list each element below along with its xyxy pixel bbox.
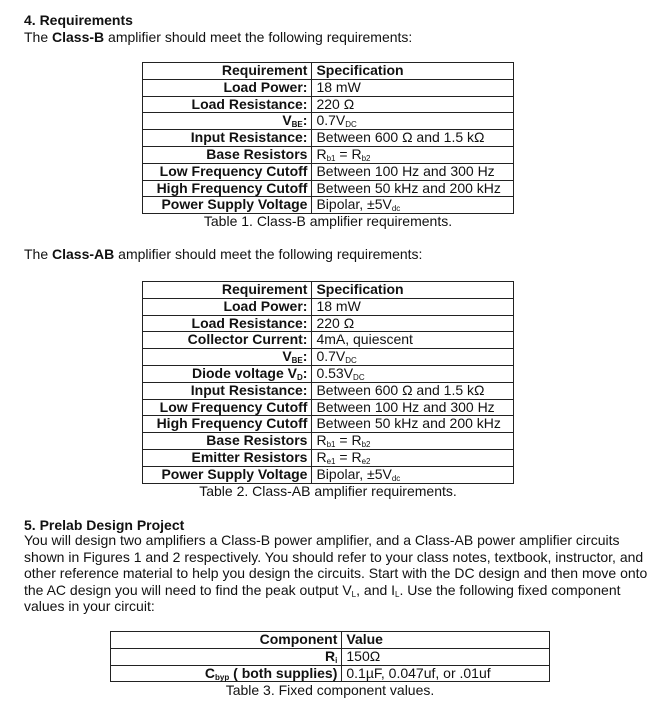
table-header-row	[143, 63, 514, 80]
intro-text: The	[24, 246, 53, 262]
header-value: Value	[342, 632, 550, 649]
component-ri: $R_i$	[111, 648, 342, 665]
req-high-frequency: High Frequency Cutoff	[143, 416, 312, 433]
spec-base-resistors: $R_{b1} = R_{b2}$	[312, 146, 514, 163]
table-row	[143, 197, 514, 214]
table-row	[143, 433, 514, 450]
spec-emitter-resistors: $R_{e1} = R_{e2}$	[312, 449, 514, 466]
req-load-power: Load Power:	[143, 298, 312, 315]
table-row	[143, 349, 514, 366]
spec-base-resistors: $R_{b1} = R_{b2}$	[312, 433, 514, 450]
table-3-caption: Table 3. Fixed component values.	[225, 682, 435, 698]
table-row	[143, 79, 514, 96]
class-b-requirements-table	[142, 62, 514, 214]
req-collector-current: Collector Current:	[143, 332, 312, 349]
req-power-supply: Power Supply Voltage	[143, 197, 312, 214]
header-requirement: Requirement	[143, 282, 312, 299]
header-component: Component	[111, 632, 342, 649]
table-row	[143, 180, 514, 197]
spec-high-frequency: Between 50 kHz and 200 kHz	[312, 416, 514, 433]
spec-input-resistance: Between 600 Ω and 1.5 kΩ	[312, 382, 514, 399]
spec-vbe: $0.7V_{DC}$	[312, 113, 514, 130]
component-cbyp: $C_{byp}$ ( both supplies)	[111, 665, 342, 682]
class-b-intro	[24, 29, 412, 45]
prelab-paragraph: You will design two amplifiers a Class-B power amplifier, and a Class-AB power amplifier circuits shown in Figures 1 and 2 respectively. You should refer to your class notes, textbook, instructor, and other reference material to help you design the circuits. Start with the DC design and then move onto the AC design you will need to find the peak output $V_L$, and $I_L$. Use the following fixed component values in your circuit:	[24, 532, 648, 614]
req-vbe: $V_{BE}$:	[143, 349, 312, 366]
table-row	[143, 163, 514, 180]
req-load-resistance: Load Resistance:	[143, 96, 312, 113]
req-low-frequency: Low Frequency Cutoff	[143, 399, 312, 416]
spec-high-frequency: Between 50 kHz and 200 kHz	[312, 180, 514, 197]
table-row	[143, 416, 514, 433]
spec-power-supply: Bipolar, $\pm 5V_{dc}$	[312, 466, 514, 483]
req-load-power: Load Power:	[143, 79, 312, 96]
table-2-caption: Table 2. Class-AB amplifier requirements.	[199, 483, 457, 499]
req-low-frequency: Low Frequency Cutoff	[143, 163, 312, 180]
spec-load-resistance: 220 Ω	[312, 96, 514, 113]
req-input-resistance: Input Resistance:	[143, 130, 312, 147]
value-ri: 150Ω	[342, 648, 550, 665]
req-base-resistors: Base Resistors	[143, 433, 312, 450]
spec-load-power: 18 mW	[312, 298, 514, 315]
table-row	[143, 130, 514, 147]
spec-power-supply: Bipolar, $\pm 5V_{dc}$	[312, 197, 514, 214]
table-row	[143, 365, 514, 382]
intro-text: amplifier should meet the following requirements:	[114, 246, 423, 262]
table-row	[143, 449, 514, 466]
spec-collector-current: 4mA, quiescent	[312, 332, 514, 349]
header-requirement: Requirement	[143, 63, 312, 80]
req-high-frequency: High Frequency Cutoff	[143, 180, 312, 197]
header-specification: Specification	[312, 282, 514, 299]
table-row	[143, 399, 514, 416]
section-5-title: 5. Prelab Design Project	[24, 517, 185, 533]
table-row	[143, 96, 514, 113]
spec-load-power: 18 mW	[312, 79, 514, 96]
table-row	[143, 382, 514, 399]
table-row	[143, 332, 514, 349]
table-row	[143, 298, 514, 315]
req-load-resistance: Load Resistance:	[143, 315, 312, 332]
req-power-supply: Power Supply Voltage	[143, 466, 312, 483]
req-base-resistors: Base Resistors	[143, 146, 312, 163]
spec-low-frequency: Between 100 Hz and 300 Hz	[312, 399, 514, 416]
table-row	[143, 315, 514, 332]
spec-low-frequency: Between 100 Hz and 300 Hz	[312, 163, 514, 180]
value-cbyp: 0.1µF, 0.047uf, or .01uf	[342, 665, 550, 682]
table-row	[111, 665, 550, 682]
intro-text: The	[24, 29, 53, 45]
spec-diode-voltage: $0.53V_{DC}$	[312, 365, 514, 382]
intro-text: amplifier should meet the following requirements:	[104, 29, 413, 45]
table-header-row	[111, 632, 550, 649]
class-ab-requirements-table	[142, 281, 514, 484]
table-row	[111, 648, 550, 665]
header-specification: Specification	[312, 63, 514, 80]
fixed-components-table	[110, 631, 550, 682]
req-emitter-resistors: Emitter Resistors	[143, 449, 312, 466]
table-1-caption: Table 1. Class-B amplifier requirements.	[203, 213, 453, 229]
spec-input-resistance: Between 600 Ω and 1.5 kΩ	[312, 130, 514, 147]
class-ab-label: Class-AB	[52, 246, 115, 262]
table-row	[143, 113, 514, 130]
req-vbe: $V_{BE}$:	[143, 113, 312, 130]
spec-load-resistance: 220 Ω	[312, 315, 514, 332]
req-input-resistance: Input Resistance:	[143, 382, 312, 399]
section-4-title: 4. Requirements	[24, 12, 133, 28]
spec-vbe: $0.7V_{DC}$	[312, 349, 514, 366]
table-row	[143, 466, 514, 483]
class-ab-intro	[24, 246, 422, 262]
table-header-row	[143, 282, 514, 299]
class-b-label: Class-B	[52, 29, 105, 45]
table-row	[143, 146, 514, 163]
req-diode-voltage: Diode voltage $V_D$:	[143, 365, 312, 382]
